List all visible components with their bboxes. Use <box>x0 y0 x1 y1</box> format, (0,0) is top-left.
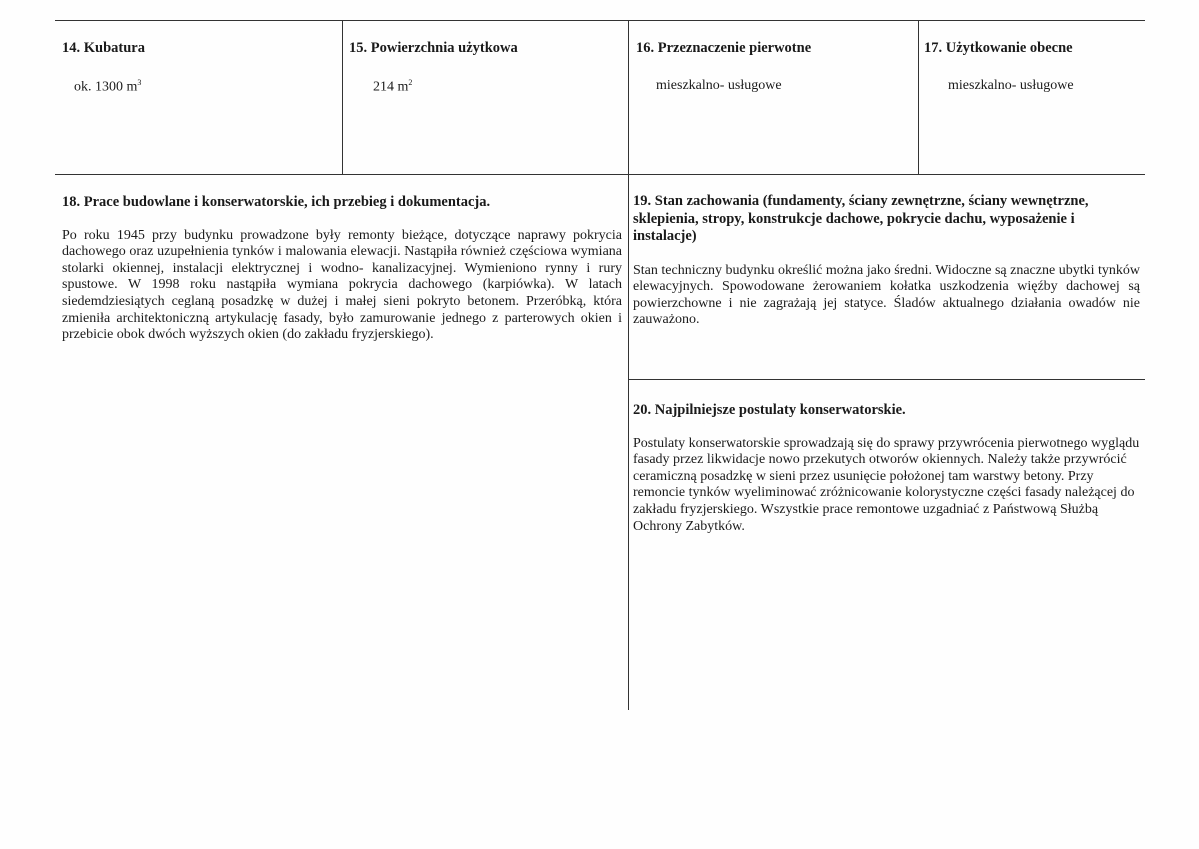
col-divider <box>918 20 919 174</box>
col-divider <box>342 20 343 174</box>
section-20 <box>633 402 1140 535</box>
field-value: ok. 1300 $m^3$ <box>74 78 142 95</box>
section-divider <box>628 379 1145 380</box>
field-label: 15. Powierzchnia użytkowa <box>349 40 518 56</box>
section-body: Po roku 1945 przy budynku prowadzone były remonty bieżące, dotyczące naprawy pokrycia dachowego oraz uzupełnienia tynków i malowania elewacji. Nastąpiła również częściowa wymiana stolarki okiennej, instalacji elektrycznej i wodno- kanalizacyjnej. Wymieniono rynny i rury spustowe. W 1998 roku nastąpiła wymiana pokrycia dachowego (karpiówka). W latach siedemdziesiątych ceglaną posadzkę w dużej i małej sieni pokryto betonem. Przeróbką, która zmieniła architektoniczną artykulację fasady, było zamurowanie jednego z parterowych okien i przebicie obok dwóch wyższych okien (do zakładu fryzjerskiego). <box>62 227 622 343</box>
field-powierzchnia <box>349 40 518 95</box>
section-body: Stan techniczny budynku określić można jako średni. Widoczne są znaczne ubytki tynków elewacyjnych. Spowodowane żerowaniem kołatka uszkodzenia więźby dachowej są powierzchowne i nie zagrażają jej statyce. Śladów aktualnego działania owadów nie zauważono. <box>633 262 1140 328</box>
field-przeznaczenie <box>636 40 812 93</box>
field-label: 17. Użytkowanie obecne <box>924 40 1073 56</box>
section-19 <box>633 193 1140 329</box>
field-value: mieszkalno- usługowe <box>948 78 1074 93</box>
section-heading: 20. Najpilniejsze postulaty konserwatorskie. <box>633 402 906 418</box>
row-divider <box>55 174 1145 175</box>
field-kubatura <box>62 40 145 95</box>
section-heading: 19. Stan zachowania (fundamenty, ściany zewnętrzne, ściany wewnętrzne, sklepienia, stropy, konstrukcje dachowe, pokrycie dachu, wyposażenie i instalacje) <box>633 193 1089 244</box>
field-label: 14. Kubatura <box>62 40 145 56</box>
field-uzytkowanie <box>924 40 1074 93</box>
field-label: 16. Przeznaczenie pierwotne <box>636 40 812 56</box>
section-heading: 18. Prace budowlane i konserwatorskie, ich przebieg i dokumentacja. <box>62 194 491 210</box>
section-body: Postulaty konserwatorskie sprowadzają się do sprawy przywrócenia pierwotnego wyglądu fasady przez likwidacje nowo przekutych otworów okiennych. Należy także przywrócić ceramiczną posadzkę w sieni przez usunięcie położonej tam warstwy betony. Przy remoncie tynków wyeliminować zróżnicowanie kolorystyczne części fasady należącej do zakładu fryzjerskiego. Wszystkie prace remontowe uzgadniać z Państwową Służbą Ochrony Zabytków. <box>633 435 1140 534</box>
field-value: mieszkalno- usługowe <box>656 78 782 93</box>
top-rule <box>55 20 1145 21</box>
field-value: 214 $m^2$ <box>373 78 413 95</box>
col-divider <box>628 20 629 710</box>
section-18 <box>62 194 622 344</box>
